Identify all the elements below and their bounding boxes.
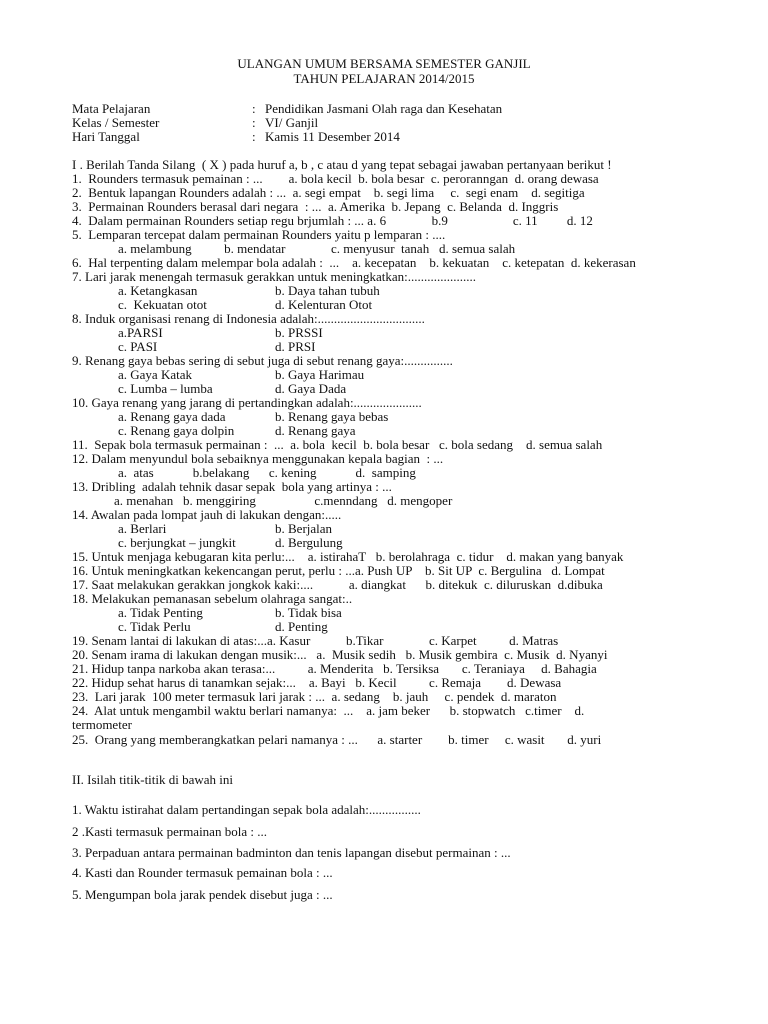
option: b. Daya tahan tubuh xyxy=(275,283,380,298)
option: a. Ketangkasan xyxy=(118,283,198,298)
question: 25. Orang yang memberangkatkan pelari namanya : ... a. starter b. timer c. wasit d. yuri xyxy=(72,732,602,747)
section1-instruction: I . Berilah Tanda Silang ( X ) pada huruf a, b , c atau d yang tepat sebagai jawaban pertanyaan berikut ! xyxy=(72,157,612,172)
option: b. Gaya Harimau xyxy=(275,367,365,382)
field-label: Mata Pelajaran xyxy=(72,101,151,116)
question: 18. Melakukan pemanasan sebelum olahraga sangat:.. xyxy=(72,591,353,606)
fill-in-item: 1. Waktu istirahat dalam pertandingan sepak bola adalah:................ xyxy=(72,802,421,817)
question: 6. Hal terpenting dalam melempar bola adalah : ... a. kecepatan b. kekuatan c. ketepatan d. kekerasan xyxy=(72,255,636,270)
option: d. Kelenturan Otot xyxy=(275,297,373,312)
question: 12. Dalam menyundul bola sebaiknya menggunakan kepala bagian : ... xyxy=(72,451,444,466)
option: a. Berlari xyxy=(118,521,167,536)
field-value: Pendidikan Jasmani Olah raga dan Kesehatan xyxy=(265,101,503,116)
option: a. Gaya Katak xyxy=(118,367,192,382)
question: 14. Awalan pada lompat jauh di lakukan dengan:..... xyxy=(72,507,342,522)
field-value: VI/ Ganjil xyxy=(265,115,319,130)
option: b. Berjalan xyxy=(275,521,333,536)
field-label: Hari Tanggal xyxy=(72,129,140,144)
question: 13. Dribling adalah tehnik dasar sepak bola yang artinya : ... xyxy=(72,479,392,494)
option: d. Penting xyxy=(275,619,328,634)
question: 5. Lemparan tercepat dalam permainan Rounders yaitu p lemparan : .... xyxy=(72,227,446,242)
question: 9. Renang gaya bebas sering di sebut juga di sebut renang gaya:............... xyxy=(72,353,453,368)
question: 24. Alat untuk mengambil waktu berlari namanya: ... a. jam beker b. stopwatch c.timer d. xyxy=(72,703,585,718)
exam-year: TAHUN PELAJARAN 2014/2015 xyxy=(293,71,475,86)
option: d. Bergulung xyxy=(275,535,343,550)
question: 3. Permainan Rounders berasal dari negara : ... a. Amerika b. Jepang c. Belanda d. Inggris xyxy=(72,199,559,214)
field-colon: : xyxy=(252,129,256,144)
option: d. Renang gaya xyxy=(275,423,356,438)
option: b. Tidak bisa xyxy=(275,605,342,620)
question: 10. Gaya renang yang jarang di pertandingkan adalah:..................... xyxy=(72,395,422,410)
question: 22. Hidup sehat harus di tanamkan sejak:... a. Bayi b. Kecil c. Remaja d. Dewasa xyxy=(72,675,562,690)
field-colon: : xyxy=(252,101,256,116)
exam-title: ULANGAN UMUM BERSAMA SEMESTER GANJIL xyxy=(237,56,531,71)
question-options: a. atas b.belakang c. kening d. samping xyxy=(118,465,416,480)
option: c. PASI xyxy=(118,339,158,354)
option: c. Renang gaya dolpin xyxy=(118,423,235,438)
question: 8. Induk organisasi renang di Indonesia adalah:................................. xyxy=(72,311,425,326)
field-value: Kamis 11 Desember 2014 xyxy=(265,129,400,144)
field-label: Kelas / Semester xyxy=(72,115,160,130)
option: c. Tidak Perlu xyxy=(118,619,191,634)
fill-in-item: 2 .Kasti termasuk permainan bola : ... xyxy=(72,824,267,839)
question: 2. Bentuk lapangan Rounders adalah : ... a. segi empat b. segi lima c. segi enam d. segitiga xyxy=(72,185,585,200)
question: 11. Sepak bola termasuk permainan : ... a. bola kecil b. bola besar c. bola sedang d. semua salah xyxy=(72,437,603,452)
option: d. PRSI xyxy=(275,339,316,354)
question-continuation: termometer xyxy=(72,717,132,732)
question: 21. Hidup tanpa narkoba akan terasa:... a. Menderita b. Tersiksa c. Teraniaya d. Bahagia xyxy=(72,661,597,676)
question: 19. Senam lantai di lakukan di atas:...a. Kasur b.Tikar c. Karpet d. Matras xyxy=(72,633,559,648)
question: 20. Senam irama di lakukan dengan musik:... a. Musik sedih b. Musik gembira c. Musik d. Nyanyi xyxy=(72,647,608,662)
question: 4. Dalam permainan Rounders setiap regu brjumlah : ... a. 6 b.9 c. 11 d. 12 xyxy=(72,213,593,228)
option: a. Renang gaya dada xyxy=(118,409,226,424)
question-options: a. menahan b. menggiring c.menndang d. mengoper xyxy=(114,493,453,508)
question: 15. Untuk menjaga kebugaran kita perlu:... a. istirahaT b. berolahraga c. tidur d. makan yang banyak xyxy=(72,549,624,564)
option: b. PRSSI xyxy=(275,325,323,340)
question-options: a. melambung b. mendatar c. menyusur tanah d. semua salah xyxy=(118,241,516,256)
question: 1. Rounders termasuk pemainan : ... a. bola kecil b. bola besar c. peroranngan d. orang dewasa xyxy=(72,171,599,186)
option: d. Gaya Dada xyxy=(275,381,347,396)
option: c. Kekuatan otot xyxy=(118,297,207,312)
question: 16. Untuk meningkatkan kekencangan perut, perlu : ...a. Push UP b. Sit UP c. Bergulina d. Lompat xyxy=(72,563,605,578)
question: 23. Lari jarak 100 meter termasuk lari jarak : ... a. sedang b. jauh c. pendek d. maraton xyxy=(72,689,557,704)
option: a. Tidak Penting xyxy=(118,605,203,620)
fill-in-item: 5. Mengumpan bola jarak pendek disebut juga : ... xyxy=(72,887,333,902)
question: 17. Saat melakukan gerakkan jongkok kaki:.... a. diangkat b. ditekuk c. diluruskan d.dibuka xyxy=(72,577,603,592)
option: c. Lumba – lumba xyxy=(118,381,213,396)
question: 7. Lari jarak menengah termasuk gerakkan untuk meningkatkan:..................... xyxy=(72,269,476,284)
field-colon: : xyxy=(252,115,256,130)
fill-in-item: 4. Kasti dan Rounder termasuk pemainan bola : ... xyxy=(72,865,333,880)
section2-instruction: II. Isilah titik-titik di bawah ini xyxy=(72,772,234,787)
option: c. berjungkat – jungkit xyxy=(118,535,236,550)
fill-in-item: 3. Perpaduan antara permainan badminton dan tenis lapangan disebut permainan : ... xyxy=(72,845,511,860)
option: a.PARSI xyxy=(118,325,163,340)
option: b. Renang gaya bebas xyxy=(275,409,389,424)
